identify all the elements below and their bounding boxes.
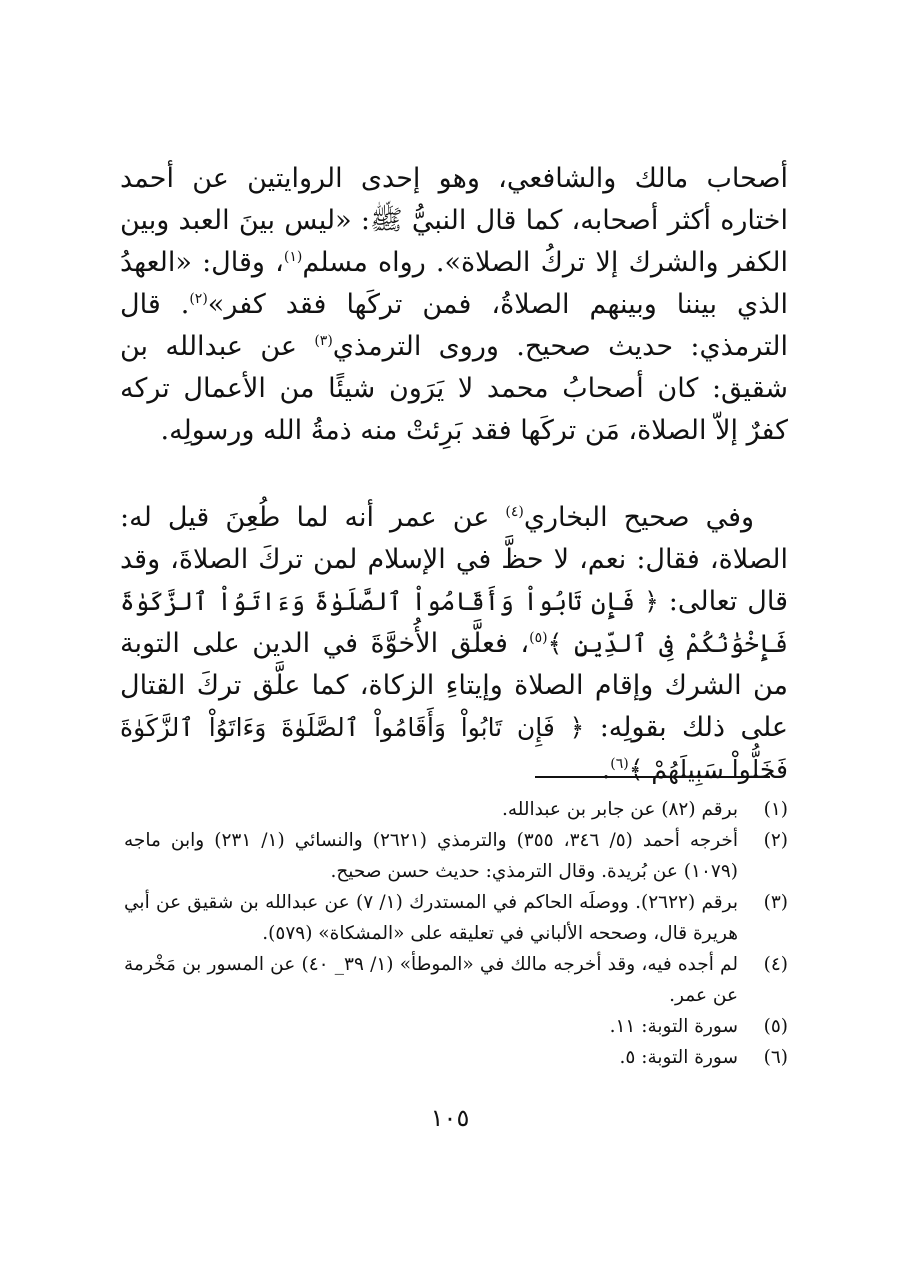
footnote-item (124, 887, 788, 949)
page-number: ١٠٥ (430, 1104, 470, 1132)
footnote-number: (٢) (763, 830, 788, 851)
footnote-ref-2: (٢) (189, 291, 208, 307)
paragraph-2-text-4: . (601, 754, 611, 785)
paragraph-1-text-3: . قال الترمذي: حديث صحيح. وروى الترمذي (120, 289, 788, 362)
footnotes-list (124, 794, 788, 1073)
body-paragraph-1 (120, 158, 788, 452)
footnote-item (124, 825, 788, 887)
paragraph-2-text-1: وفي صحيح البخاري (523, 502, 755, 533)
footnote-ref-4: (٤) (505, 504, 524, 520)
paragraph-2-text-2: عن عمر أنه لما طُعِنَ قيل له: الصلاة، فقال: نعم، لا حظَّ في الإسلام لمن تركَ الصلاةَ، وقد قال تعالى: (120, 502, 788, 617)
paragraph-1-text-2: ، وقال: «العهدُ الذي بيننا وبينهم الصلاةُ، فمن تركَها فقد كفر» (120, 247, 788, 320)
footnote-text: سورة التوبة: ٥. (619, 1047, 738, 1068)
footnote-number: (٤) (763, 954, 788, 975)
quran-verse-1: ﴿ فَإِن تَابُواْ وَأَقَامُواْ ٱلصَّلَوٰةَ وَءَاتَوُاْ ٱلزَّكَوٰةَ فَإِخْوَٰنُكُمْ فِى ٱلدِّينِ ﴾ (120, 587, 789, 658)
footnote-item (124, 794, 788, 825)
paragraph-1-text-1: أصحاب مالك والشافعي، وهو إحدى الروايتين عن أحمد اختاره أكثر أصحابه، كما قال النبيُّ ﷺ: «ليس بينَ العبد وبين الكفر والشرك إلا تركُ الصلاة». رواه مسلم (120, 163, 788, 278)
footnote-text: برقم (٢٦٢٢). ووصلَه الحاكم في المستدرك (١/ ٧) عن عبدالله بن شقيق عن أبي هريرة قال، وصححه الألباني في تعليقه على «المشكاة» (٥٧٩). (124, 892, 738, 944)
quran-verse-2: ﴿ فَإِن تَابُواْ وَأَقَامُواْ ٱلصَّلَوٰةَ وَءَاتَوُاْ ٱلزَّكَوٰةَ فَخَلُّواْ سَبِيلَهُمْ ﴾ (120, 713, 788, 784)
footnote-ref-1: (١) (283, 249, 303, 265)
footnote-ref-3: (٣) (314, 333, 333, 349)
footnote-number: (٣) (763, 892, 788, 913)
footnote-item (124, 1011, 788, 1042)
paragraph-2-text-3: ، فعلَّق الأُخوَّةَ في الدين على التوبة من الشرك وإقام الصلاة وإيتاءِ الزكاة، كما علَّق تركَ القتال على ذلك بقولِه: (120, 628, 788, 743)
footnote-separator (535, 776, 770, 778)
footnote-text: أخرجه أحمد (٥/ ٣٤٦، ٣٥٥) والترمذي (٢٦٢١) والنسائي (١/ ٢٣١) وابن ماجه (١٠٧٩) عن بُريدة. وقال الترمذي: حديث حسن صحيح. (124, 830, 738, 882)
footnote-text: سورة التوبة: ١١. (609, 1016, 738, 1037)
footnote-number: (٦) (763, 1047, 788, 1068)
footnote-text: برقم (٨٢) عن جابر بن عبدالله. (501, 799, 738, 820)
footnote-item (124, 949, 788, 1011)
footnote-text: لم أجده فيه، وقد أخرجه مالك في «الموطأ» (١/ ٣٩_ ٤٠) عن المسور بن مَخْرمة عن عمر. (124, 954, 738, 1006)
footnote-ref-5: (٥) (529, 630, 548, 646)
paragraph-1-text-4: عن عبدالله بن شقيق: كان أصحابُ محمد لا يَرَون شيئًا من الأعمال تركه كفرٌ إلاّ الصلاة، مَن تركَها فقد بَرِئتْ منه ذمةُ الله ورسولِه. (120, 331, 788, 446)
footnote-number: (١) (763, 799, 788, 820)
footnote-ref-6: (٦) (610, 756, 629, 772)
footnote-item (124, 1042, 788, 1073)
footnote-number: (٥) (763, 1016, 788, 1037)
body-paragraph-2 (120, 497, 788, 791)
